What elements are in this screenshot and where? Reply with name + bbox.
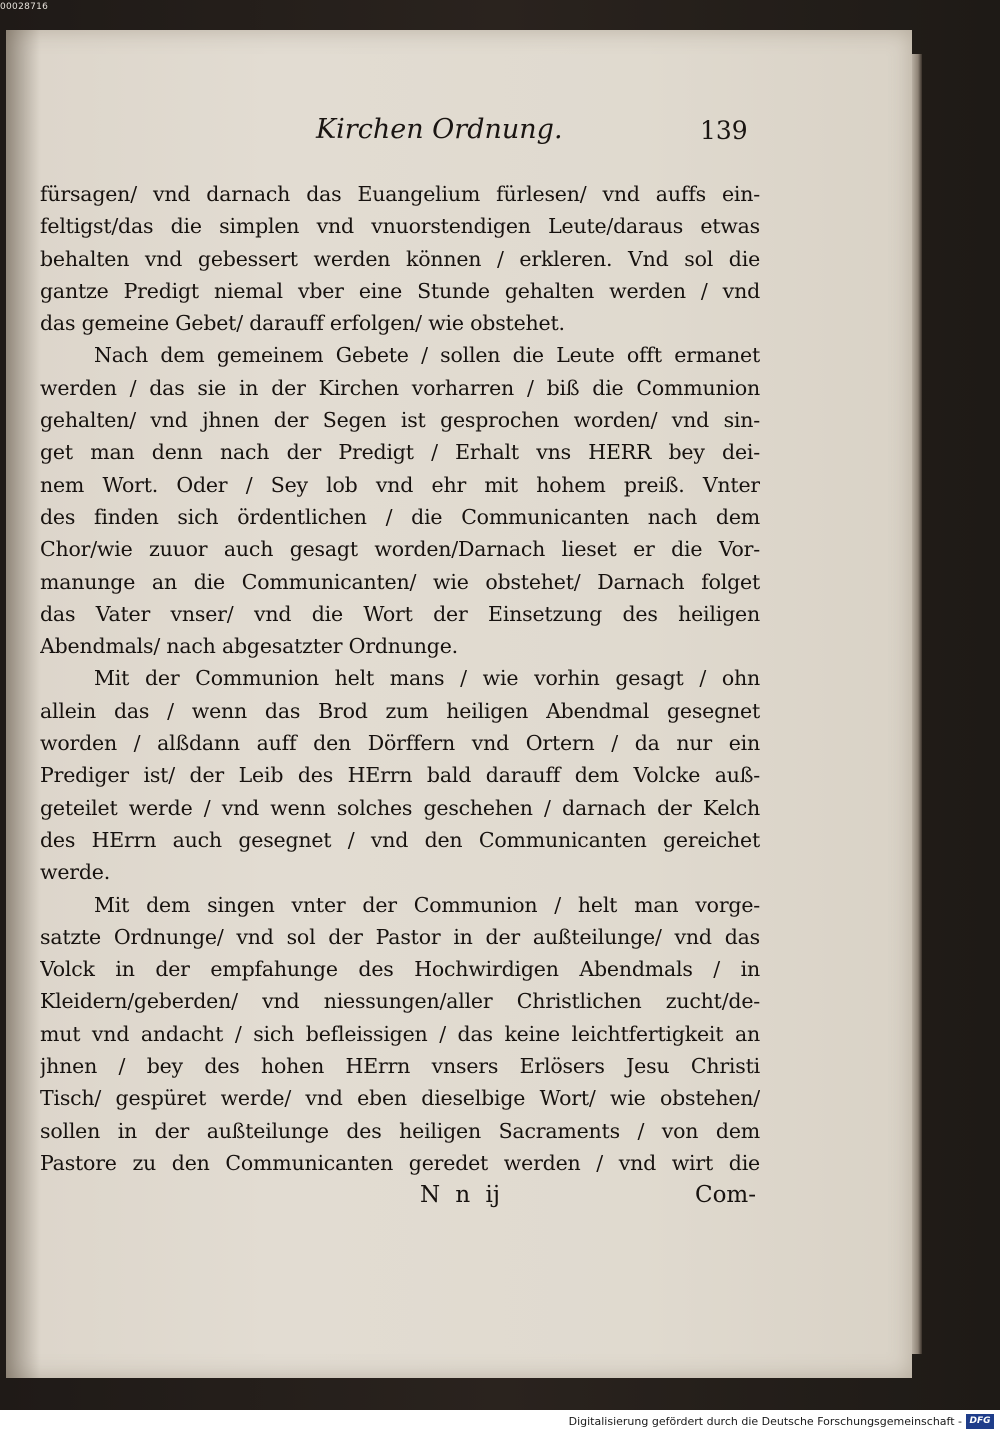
text-line: Prediger ist/ der Leib des HErrn bald darauff dem Volcke auß- [40, 763, 760, 788]
text-line: sollen in der außteilunge des heiligen Sacraments / von dem [40, 1118, 760, 1143]
page-header [6, 114, 912, 154]
text-line: des HErrn auch gesegnet / vnd den Communicanten gereichet [40, 827, 760, 852]
text-line: jhnen / bey des hohen HErrn vnsers Erlösers Jesu Christi [40, 1054, 760, 1079]
dfg-logo[interactable]: DFG [966, 1414, 994, 1429]
funding-credit: Digitalisierung gefördert durch die Deutsche Forschungsgemeinschaft - [568, 1415, 962, 1428]
text-line: gehalten/ vnd jhnen der Segen ist gesprochen worden/ vnd sin- [40, 408, 760, 433]
text-line: des finden sich ördentlichen / die Communicanten nach dem [40, 504, 760, 529]
text-line: Kleidern/geberden/ vnd niessungen/aller Christlichen zucht/de- [40, 989, 760, 1014]
text-line: feltigst/das die simplen vnd vnuorstendigen Leute/daraus etwas [40, 214, 760, 239]
text-line: werde. [40, 860, 111, 885]
book-page [6, 30, 912, 1378]
text-line: behalten vnd gebessert werden können / erkleren. Vnd sol die [40, 246, 760, 271]
signature-mark: N n ij [420, 1182, 501, 1208]
page-footer [40, 1182, 760, 1216]
text-line: Volck in der empfahunge des Hochwirdigen Abendmals / in [40, 957, 760, 982]
text-line: geteilet werde / vnd wenn solches geschehen / darnach der Kelch [40, 795, 760, 820]
text-line: das gemeine Gebet/ darauff erfolgen/ wie obstehet. [40, 311, 565, 336]
body-text [40, 178, 760, 1179]
text-line: Chor/wie zuuor auch gesagt worden/Darnach lieset er die Vor- [40, 537, 760, 562]
running-title: Kirchen Ordnung. [316, 114, 563, 145]
text-line: fürsagen/ vnd darnach das Euangelium fürlesen/ vnd auffs ein- [40, 182, 760, 206]
text-line: nem Wort. Oder / Sey lob vnd ehr mit hohem preiß. Vnter [40, 472, 760, 497]
catchword: Com- [694, 1182, 756, 1208]
text-line: worden / alßdann auff den Dörffern vnd Ortern / da nur ein [40, 731, 760, 756]
text-line: Abendmals/ nach abgesatzter Ordnunge. [40, 634, 458, 659]
text-line: manunge an die Communicanten/ wie obstehet/ Darnach folget [40, 569, 760, 594]
page-edge [912, 54, 922, 1354]
text-line: Mit dem singen vnter der Communion / helt man vorge- [94, 892, 760, 917]
text-line: Tisch/ gespüret werde/ vnd eben dieselbige Wort/ wie obstehen/ [40, 1086, 760, 1111]
text-line: satzte Ordnunge/ vnd sol der Pastor in der außteilunge/ vnd das [40, 924, 760, 949]
text-line: das Vater vnser/ vnd die Wort der Einsetzung des heiligen [40, 601, 760, 626]
text-line: werden / das sie in der Kirchen vorharren / biß die Communion [40, 375, 760, 400]
text-line: gantze Predigt niemal vber eine Stunde gehalten werden / vnd [40, 278, 760, 303]
text-line: mut vnd andacht / sich befleissigen / das keine leichtfertigkeit an [40, 1021, 760, 1046]
scan-id-label: 00028716 [0, 2, 49, 12]
page-number: 139 [700, 116, 748, 145]
page-gutter-shadow [6, 30, 40, 1378]
text-line: Pastore zu den Communicanten geredet werden / vnd wirt die [40, 1150, 760, 1175]
text-line: allein das / wenn das Brod zum heiligen Abendmal gesegnet [40, 698, 760, 723]
text-line: get man denn nach der Predigt / Erhalt vns HERR bey dei- [40, 440, 760, 465]
text-line: Mit der Communion helt mans / wie vorhin gesagt / ohn [94, 666, 760, 691]
text-line: Nach dem gemeinem Gebete / sollen die Leute offt ermanet [94, 343, 760, 368]
credit-bar [0, 1410, 1000, 1434]
